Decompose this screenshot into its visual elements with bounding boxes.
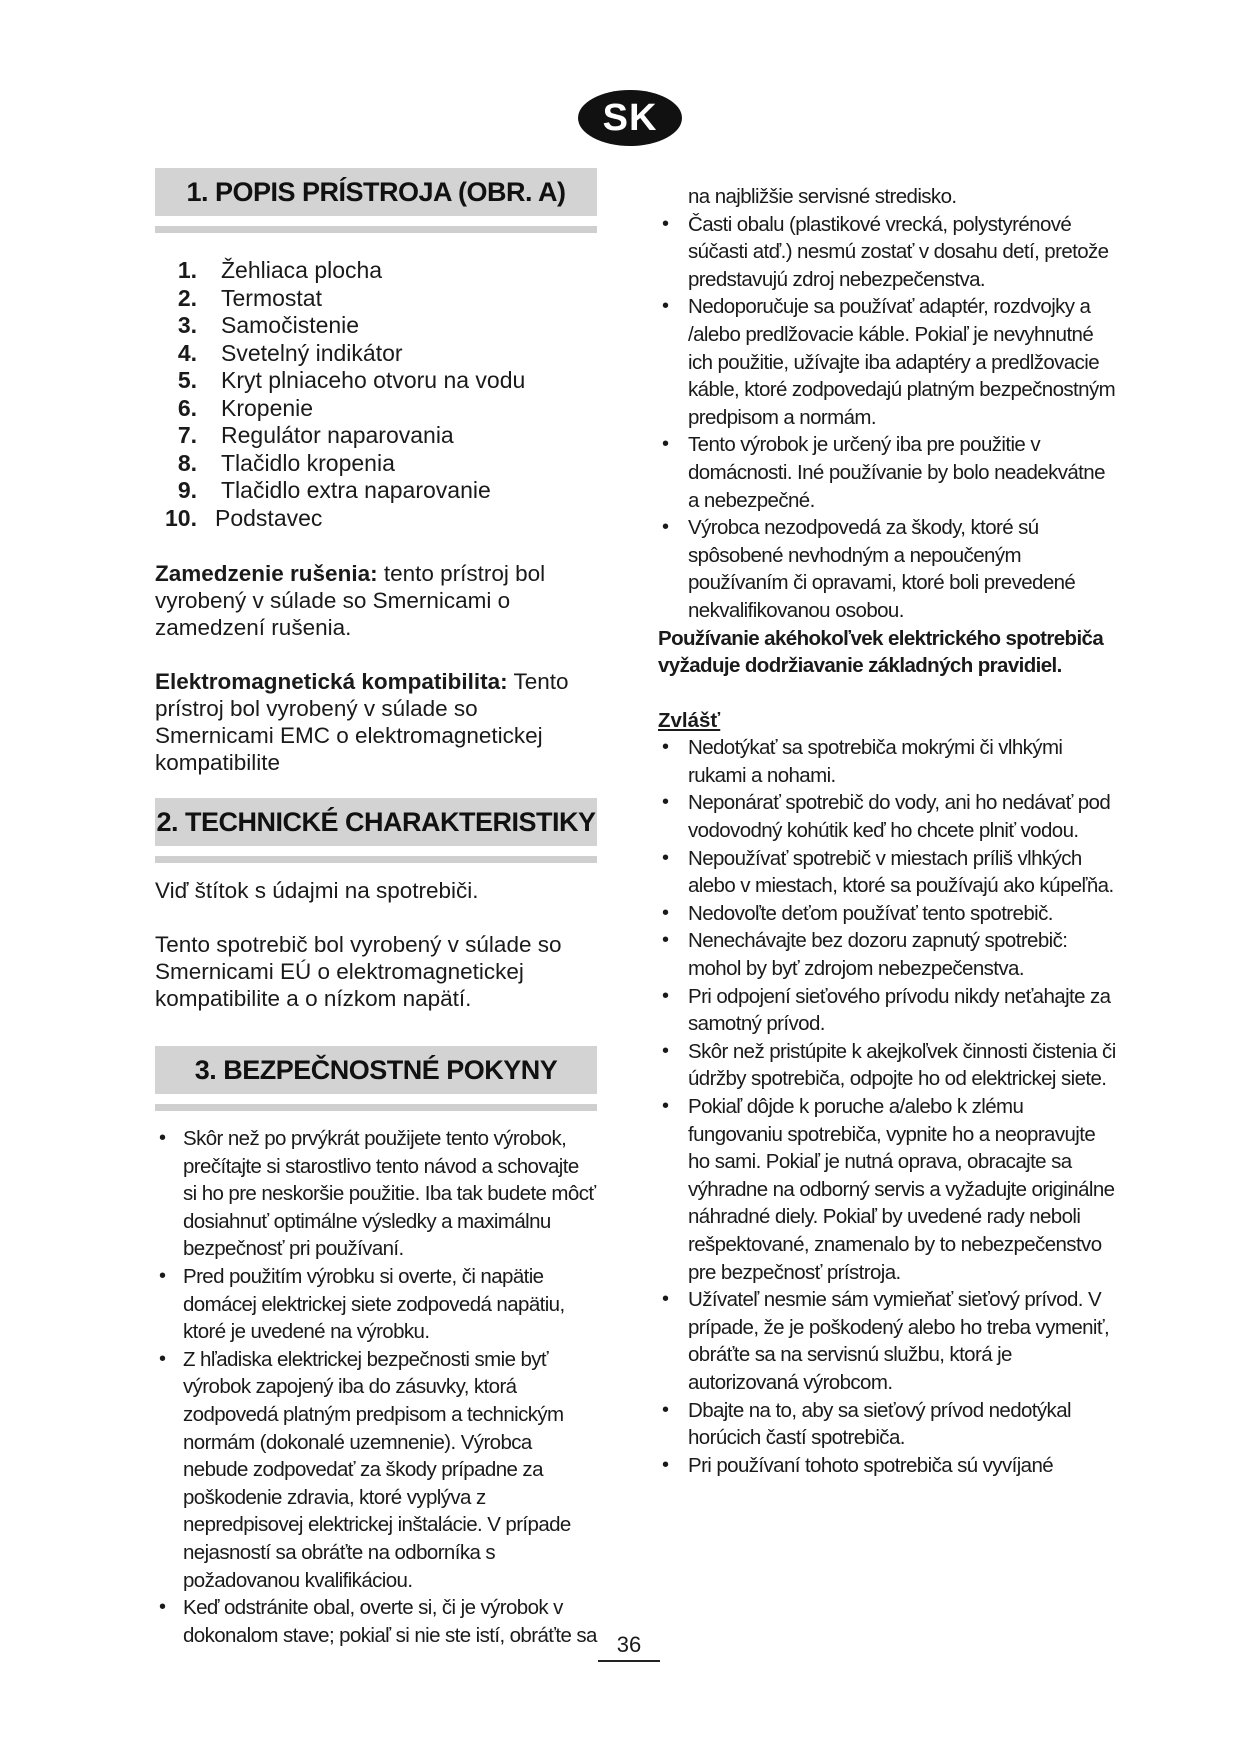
special-bullet: • Neponárať spotrebič do vody, ani ho nedávať pod vodovodný kohútik keď ho chcete plniť vodou. [658,789,1118,844]
safety-continuation: na najbližšie servisné stredisko. [688,185,957,208]
safety-bullet: • Z hľadiska elektrickej bezpečnosti smie byť výrobok zapojený iba do zásuvky, ktorá zodpovedá platným predpisom a technickým normám (dokonalé uzemnenie). Výrobca nebude zodpovedať za škody prípadne za poškodenie zdravia, ktoré vyplýva z nepredpisovej elektrickej inštalácie. V prípade nejasností sa obráťte na odborníka s požadovanou kvalifikáciou. [155,1346,597,1594]
special-bullet: • Skôr než pristúpite k akejkoľvek činnosti čistenia či údržby spotrebiča, odpojte ho od elektrickej siete. [658,1038,1118,1093]
special-bullet: • Nenechávajte bez dozoru zapnutý spotrebič: mohol by byť zdrojom nebezpečenstva. [658,927,1118,982]
part-number: 3. [177,312,197,338]
part-number: 5. [177,367,197,393]
interference-paragraph [155,560,597,641]
safety-bullet: • Tento výrobok je určený iba pre použitie v domácnosti. Iné používanie by bolo neadekvátne a nebezpečné. [658,431,1118,514]
part-label: Svetelný indikátor [221,339,403,366]
part-label: Termostat [221,284,322,311]
part-number: 10. [165,504,197,531]
special-list [658,734,1118,1479]
emc-text: Tento prístroj bol vyrobený v súlade so Smernicami EMC o elektromagnetickej kompatibilite [155,669,569,775]
part-number: 9. [177,477,197,503]
right-column [658,183,1118,1479]
part-number: 2. [177,284,197,311]
section-3-rule [155,1104,597,1111]
section-1-rule [155,226,597,233]
parts-list-item [155,422,597,450]
language-badge: SK [578,90,682,146]
part-label: Žehliaca plocha [221,257,383,283]
special-bullet: • Pri odpojení sieťového prívodu nikdy neťahajte za samotný prívod. [658,983,1118,1038]
parts-list-item [155,450,597,478]
left-column [155,168,597,1649]
safety-bullet: • Výrobca nezodpovedá za škody, ktoré sú spôsobené nevhodným a nepoučeným používaním či opravami, ktoré boli prevedené nekvalifikovanou osobou. [658,514,1118,624]
special-bullet: • Užívateľ nesmie sám vymieňať sieťový prívod. V prípade, že je poškodený alebo ho treba vymeniť, obráťte sa na servisnú službu, ktorá je autorizovaná výrobcom. [658,1286,1118,1396]
part-label: Regulátor naparovania [221,422,454,448]
parts-list-item [155,285,597,313]
part-label: Kryt plniaceho otvoru na vodu [221,367,526,393]
emc-label: Elektromagnetická kompatibilita: [155,669,508,694]
safety-bullet: • Nedoporučuje sa používať adaptér, rozdvojky a /alebo predlžovacie káble. Pokiaľ je nevyhnutné ich použitie, užívajte iba adaptéry a predlžovacie káble, ktoré zodpovedajú platným bezpečnostným predpisom a normám. [658,293,1118,431]
part-number: 1. [177,257,197,283]
safety-list-right [658,211,1118,625]
special-bullet: • Pokiaľ dôjde k poruche a/alebo k zlému fungovaniu spotrebiča, vypnite ho a neopravujte ho sami. Pokiaľ je nutná oprava, obracajte sa výhradne na odborný servis a vyžadujte originálne náhradné diely. Pokiaľ by uvedené rady neboli rešpektované, znamenalo by to nebezpečenstvo pre bezpečnosť prístroja. [658,1093,1118,1286]
page-number: 36 [598,1632,660,1662]
parts-list-item [155,340,597,368]
part-label: Podstavec [215,504,323,531]
section-2-heading: 2. TECHNICKÉ CHARAKTERISTIKY [155,798,597,846]
part-label: Samočistenie [221,312,360,338]
rules-note: Používanie akéhokoľvek elektrického spotrebiča vyžaduje dodržiavanie základných pravidiel. [658,626,1104,678]
directives-paragraph: Tento spotrebič bol vyrobený v súlade so Smernicami EÚ o elektromagnetickej kompatibilite a o nízkom napätí. [155,932,562,1011]
special-bullet: • Dbajte na to, aby sa sieťový prívod nedotýkal horúcich častí spotrebiča. [658,1397,1118,1452]
special-bullet: • Nedotýkať sa spotrebiča mokrými či vlhkými rukami a nohami. [658,734,1118,789]
interference-text: tento prístroj bol vyrobený v súlade so Smernicami o zamedzení rušenia. [155,561,546,640]
special-bullet: • Pri používaní tohoto spotrebiča sú vyvíjané [658,1452,1118,1480]
nameplate-paragraph: Viď štítok s údajmi na spotrebiči. [155,878,479,903]
safety-bullet: • Časti obalu (plastikové vrecká, polystyrénové súčasti atď.) nesmú zostať v dosahu detí, pretože predstavujú zdroj nebezpečenstva. [658,211,1118,294]
section-2-rule [155,856,597,863]
emc-paragraph [155,668,597,776]
section-1-heading: 1. POPIS PRÍSTROJA (OBR. A) [155,168,597,216]
safety-bullet: • Skôr než po prvýkrát použijete tento výrobok, prečítajte si starostlivo tento návod a schovajte si ho pre neskoršie použitie. Iba tak budete môcť dosiahnuť optimálne výsledky a maximálnu bezpečnosť pri používaní. [155,1125,597,1263]
parts-list-item [155,367,597,395]
part-label: Tlačidlo kropenia [221,449,395,476]
safety-list-left [155,1125,597,1649]
safety-bullet: • Keď odstránite obal, overte si, či je výrobok v dokonalom stave; pokiaľ si nie ste istí, obráťte sa [155,1594,597,1649]
parts-list-item [155,395,597,423]
special-bullet: • Nedovoľte deťom používať tento spotrebič. [658,900,1118,928]
parts-list [155,257,597,532]
parts-list-item [155,505,597,533]
special-bullet: • Nepoužívať spotrebič v miestach príliš vlhkých alebo v miestach, ktoré sa používajú ako kúpeľňa. [658,845,1118,900]
section-3-heading: 3. BEZPEČNOSTNÉ POKYNY [155,1046,597,1094]
special-heading: Zvlášť [658,708,721,732]
parts-list-item [155,257,597,285]
part-number: 8. [177,449,197,476]
safety-bullet: • Pred použitím výrobku si overte, či napätie domácej elektrickej siete zodpovedá napätiu, ktoré je uvedené na výrobku. [155,1263,597,1346]
part-number: 7. [177,422,197,448]
parts-list-item [155,312,597,340]
part-number: 4. [177,339,197,366]
part-number: 6. [177,394,197,421]
part-label: Kropenie [221,394,314,421]
interference-label: Zamedzenie rušenia: [155,561,378,586]
parts-list-item [155,477,597,505]
part-label: Tlačidlo extra naparovanie [221,477,491,503]
